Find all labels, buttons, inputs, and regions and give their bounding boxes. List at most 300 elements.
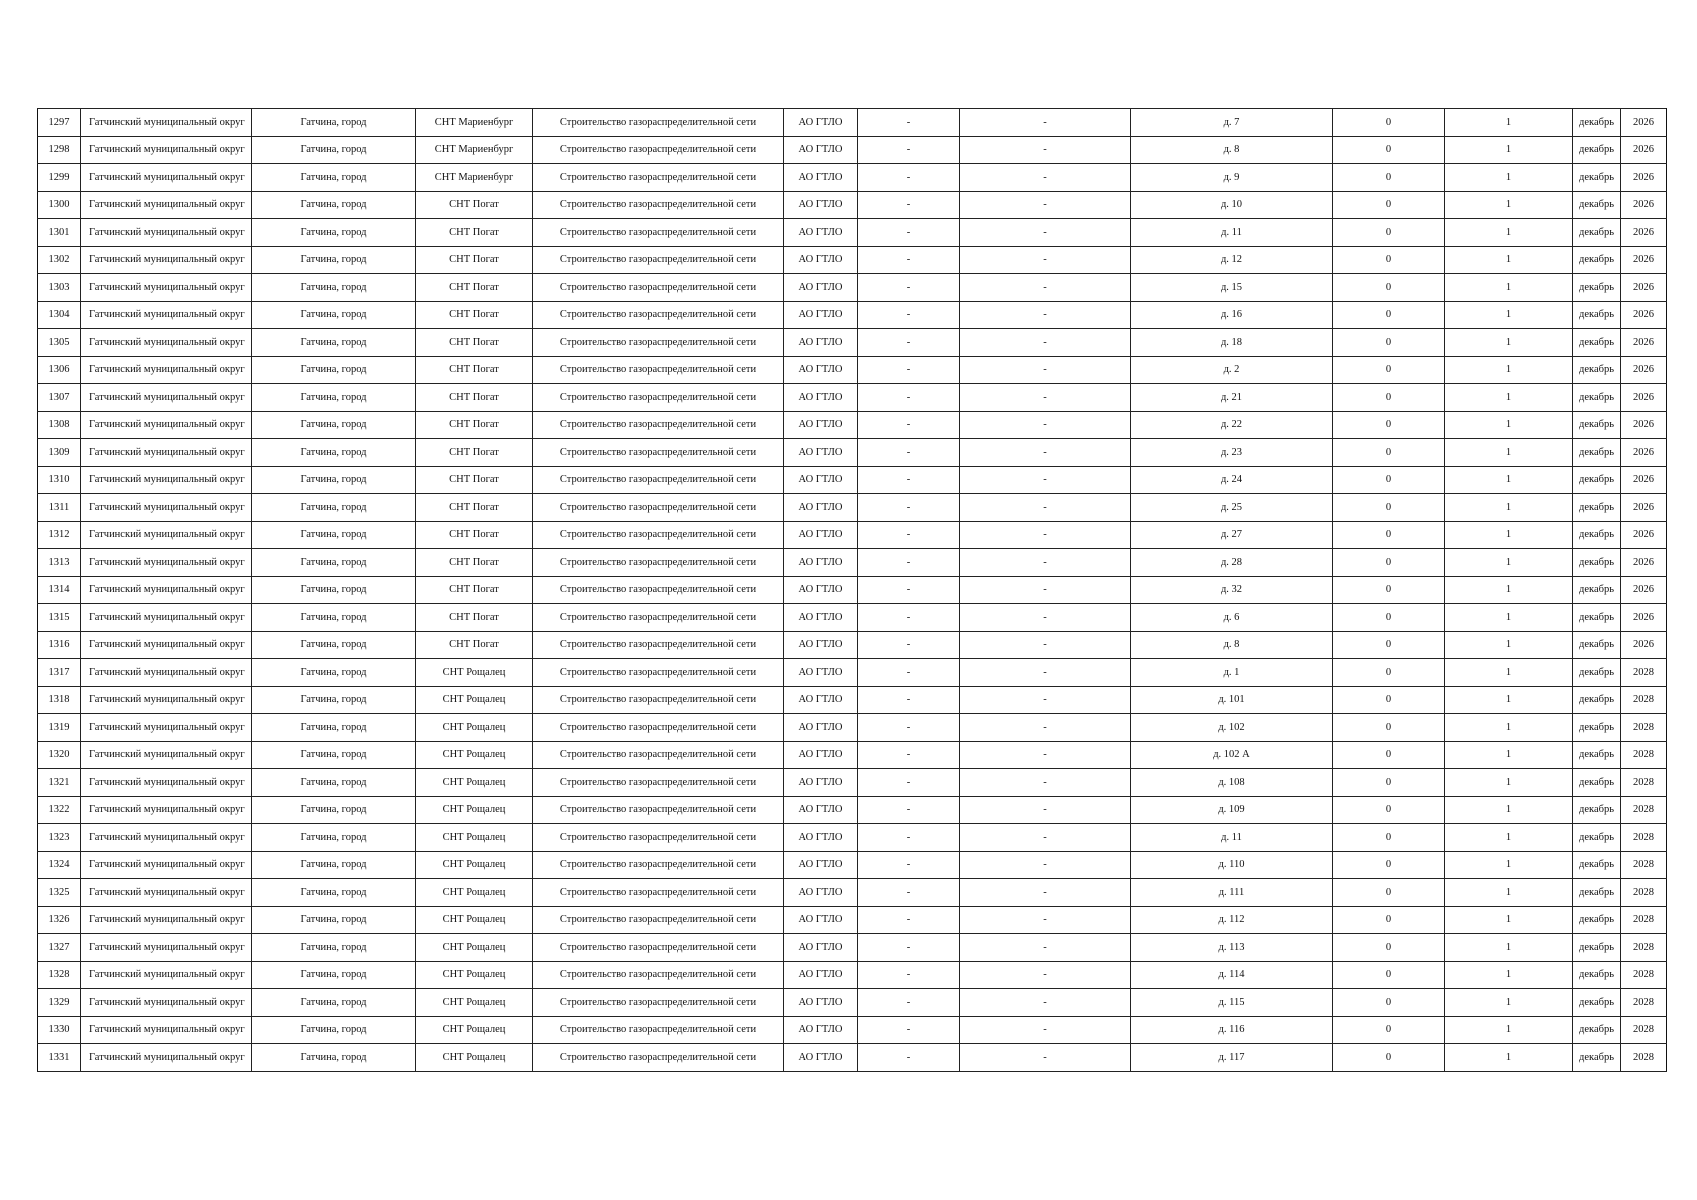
row-number-cell: 1301 xyxy=(38,219,81,247)
dash-cell-1: - xyxy=(858,1016,960,1044)
month-cell: декабрь xyxy=(1573,219,1621,247)
locality-cell: Гатчина, город xyxy=(252,164,416,192)
value-zero-cell: 0 xyxy=(1333,191,1445,219)
organization-cell: АО ГТЛО xyxy=(784,384,858,412)
dash-cell-1: - xyxy=(858,879,960,907)
organization-cell: АО ГТЛО xyxy=(784,604,858,632)
year-cell: 2028 xyxy=(1621,906,1667,934)
row-number-cell: 1298 xyxy=(38,136,81,164)
work-type-cell: Строительство газораспределительной сети xyxy=(533,659,784,687)
row-number-cell: 1311 xyxy=(38,494,81,522)
organization-cell: АО ГТЛО xyxy=(784,576,858,604)
table-row xyxy=(38,604,1667,632)
dash-cell-2: - xyxy=(960,246,1131,274)
locality-cell: Гатчина, город xyxy=(252,1016,416,1044)
row-number-cell: 1306 xyxy=(38,356,81,384)
value-one-cell: 1 xyxy=(1445,934,1573,962)
table-row xyxy=(38,521,1667,549)
district-cell: Гатчинский муниципальный округ xyxy=(81,301,252,329)
dash-cell-1: - xyxy=(858,136,960,164)
dash-cell-1: - xyxy=(858,521,960,549)
dash-cell-2: - xyxy=(960,934,1131,962)
district-cell: Гатчинский муниципальный округ xyxy=(81,906,252,934)
row-number-cell: 1320 xyxy=(38,741,81,769)
value-one-cell: 1 xyxy=(1445,384,1573,412)
organization-cell: АО ГТЛО xyxy=(784,1044,858,1072)
value-zero-cell: 0 xyxy=(1333,411,1445,439)
table-row xyxy=(38,494,1667,522)
house-cell: д. 23 xyxy=(1131,439,1333,467)
value-one-cell: 1 xyxy=(1445,439,1573,467)
settlement-cell: СНТ Погат xyxy=(416,549,533,577)
table-row xyxy=(38,329,1667,357)
dash-cell-2: - xyxy=(960,604,1131,632)
dash-cell-2: - xyxy=(960,219,1131,247)
year-cell: 2026 xyxy=(1621,356,1667,384)
month-cell: декабрь xyxy=(1573,439,1621,467)
work-type-cell: Строительство газораспределительной сети xyxy=(533,576,784,604)
year-cell: 2026 xyxy=(1621,411,1667,439)
locality-cell: Гатчина, город xyxy=(252,494,416,522)
locality-cell: Гатчина, город xyxy=(252,796,416,824)
organization-cell: АО ГТЛО xyxy=(784,274,858,302)
dash-cell-2: - xyxy=(960,411,1131,439)
value-one-cell: 1 xyxy=(1445,631,1573,659)
row-number-cell: 1314 xyxy=(38,576,81,604)
locality-cell: Гатчина, город xyxy=(252,219,416,247)
organization-cell: АО ГТЛО xyxy=(784,164,858,192)
dash-cell-2: - xyxy=(960,686,1131,714)
work-type-cell: Строительство газораспределительной сети xyxy=(533,219,784,247)
dash-cell-2: - xyxy=(960,714,1131,742)
dash-cell-1: - xyxy=(858,1044,960,1072)
district-cell: Гатчинский муниципальный округ xyxy=(81,219,252,247)
district-cell: Гатчинский муниципальный округ xyxy=(81,769,252,797)
year-cell: 2028 xyxy=(1621,741,1667,769)
value-zero-cell: 0 xyxy=(1333,796,1445,824)
district-cell: Гатчинский муниципальный округ xyxy=(81,1016,252,1044)
settlement-cell: СНТ Рощалец xyxy=(416,769,533,797)
month-cell: декабрь xyxy=(1573,934,1621,962)
organization-cell: АО ГТЛО xyxy=(784,906,858,934)
table-row xyxy=(38,934,1667,962)
work-type-cell: Строительство газораспределительной сети xyxy=(533,879,784,907)
work-type-cell: Строительство газораспределительной сети xyxy=(533,1044,784,1072)
district-cell: Гатчинский муниципальный округ xyxy=(81,439,252,467)
work-type-cell: Строительство газораспределительной сети xyxy=(533,741,784,769)
month-cell: декабрь xyxy=(1573,796,1621,824)
district-cell: Гатчинский муниципальный округ xyxy=(81,136,252,164)
organization-cell: АО ГТЛО xyxy=(784,686,858,714)
table-row xyxy=(38,109,1667,137)
organization-cell: АО ГТЛО xyxy=(784,219,858,247)
year-cell: 2028 xyxy=(1621,796,1667,824)
table-row xyxy=(38,851,1667,879)
locality-cell: Гатчина, город xyxy=(252,1044,416,1072)
house-cell: д. 24 xyxy=(1131,466,1333,494)
row-number-cell: 1321 xyxy=(38,769,81,797)
locality-cell: Гатчина, город xyxy=(252,989,416,1017)
dash-cell-2: - xyxy=(960,521,1131,549)
work-type-cell: Строительство газораспределительной сети xyxy=(533,906,784,934)
organization-cell: АО ГТЛО xyxy=(784,741,858,769)
dash-cell-1: - xyxy=(858,686,960,714)
value-one-cell: 1 xyxy=(1445,1016,1573,1044)
district-cell: Гатчинский муниципальный округ xyxy=(81,521,252,549)
dash-cell-1: - xyxy=(858,906,960,934)
table-row xyxy=(38,576,1667,604)
district-cell: Гатчинский муниципальный округ xyxy=(81,796,252,824)
year-cell: 2026 xyxy=(1621,136,1667,164)
dash-cell-2: - xyxy=(960,1044,1131,1072)
row-number-cell: 1310 xyxy=(38,466,81,494)
locality-cell: Гатчина, город xyxy=(252,466,416,494)
organization-cell: АО ГТЛО xyxy=(784,851,858,879)
work-type-cell: Строительство газораспределительной сети xyxy=(533,796,784,824)
dash-cell-1: - xyxy=(858,109,960,137)
table-row xyxy=(38,659,1667,687)
dash-cell-2: - xyxy=(960,274,1131,302)
year-cell: 2026 xyxy=(1621,164,1667,192)
organization-cell: АО ГТЛО xyxy=(784,191,858,219)
table-row xyxy=(38,796,1667,824)
month-cell: декабрь xyxy=(1573,824,1621,852)
settlement-cell: СНТ Погат xyxy=(416,356,533,384)
dash-cell-2: - xyxy=(960,631,1131,659)
work-type-cell: Строительство газораспределительной сети xyxy=(533,136,784,164)
value-one-cell: 1 xyxy=(1445,549,1573,577)
value-one-cell: 1 xyxy=(1445,879,1573,907)
settlement-cell: СНТ Погат xyxy=(416,439,533,467)
dash-cell-2: - xyxy=(960,164,1131,192)
work-type-cell: Строительство газораспределительной сети xyxy=(533,191,784,219)
dash-cell-1: - xyxy=(858,384,960,412)
value-zero-cell: 0 xyxy=(1333,274,1445,302)
value-zero-cell: 0 xyxy=(1333,631,1445,659)
district-cell: Гатчинский муниципальный округ xyxy=(81,356,252,384)
organization-cell: АО ГТЛО xyxy=(784,109,858,137)
dash-cell-1: - xyxy=(858,604,960,632)
year-cell: 2028 xyxy=(1621,934,1667,962)
work-type-cell: Строительство газораспределительной сети xyxy=(533,769,784,797)
value-zero-cell: 0 xyxy=(1333,576,1445,604)
organization-cell: АО ГТЛО xyxy=(784,631,858,659)
settlement-cell: СНТ Погат xyxy=(416,631,533,659)
row-number-cell: 1330 xyxy=(38,1016,81,1044)
dash-cell-1: - xyxy=(858,851,960,879)
locality-cell: Гатчина, город xyxy=(252,356,416,384)
settlement-cell: СНТ Рощалец xyxy=(416,686,533,714)
dash-cell-2: - xyxy=(960,439,1131,467)
dash-cell-2: - xyxy=(960,384,1131,412)
work-type-cell: Строительство газораспределительной сети xyxy=(533,631,784,659)
value-zero-cell: 0 xyxy=(1333,851,1445,879)
house-cell: д. 18 xyxy=(1131,329,1333,357)
district-cell: Гатчинский муниципальный округ xyxy=(81,686,252,714)
value-zero-cell: 0 xyxy=(1333,164,1445,192)
year-cell: 2028 xyxy=(1621,989,1667,1017)
house-cell: д. 7 xyxy=(1131,109,1333,137)
value-one-cell: 1 xyxy=(1445,219,1573,247)
month-cell: декабрь xyxy=(1573,329,1621,357)
table-row xyxy=(38,301,1667,329)
value-one-cell: 1 xyxy=(1445,521,1573,549)
table-row xyxy=(38,906,1667,934)
row-number-cell: 1325 xyxy=(38,879,81,907)
month-cell: декабрь xyxy=(1573,769,1621,797)
row-number-cell: 1318 xyxy=(38,686,81,714)
settlement-cell: СНТ Рощалец xyxy=(416,879,533,907)
value-zero-cell: 0 xyxy=(1333,246,1445,274)
row-number-cell: 1305 xyxy=(38,329,81,357)
settlement-cell: СНТ Погат xyxy=(416,191,533,219)
settlement-cell: СНТ Погат xyxy=(416,411,533,439)
settlement-cell: СНТ Погат xyxy=(416,329,533,357)
value-one-cell: 1 xyxy=(1445,796,1573,824)
table-row xyxy=(38,164,1667,192)
work-type-cell: Строительство газораспределительной сети xyxy=(533,466,784,494)
locality-cell: Гатчина, город xyxy=(252,741,416,769)
table-row xyxy=(38,191,1667,219)
dash-cell-2: - xyxy=(960,191,1131,219)
dash-cell-2: - xyxy=(960,1016,1131,1044)
settlement-cell: СНТ Рощалец xyxy=(416,714,533,742)
dash-cell-1: - xyxy=(858,549,960,577)
value-one-cell: 1 xyxy=(1445,851,1573,879)
district-cell: Гатчинский муниципальный округ xyxy=(81,989,252,1017)
value-one-cell: 1 xyxy=(1445,164,1573,192)
value-zero-cell: 0 xyxy=(1333,439,1445,467)
district-cell: Гатчинский муниципальный округ xyxy=(81,164,252,192)
row-number-cell: 1304 xyxy=(38,301,81,329)
row-number-cell: 1316 xyxy=(38,631,81,659)
work-type-cell: Строительство газораспределительной сети xyxy=(533,851,784,879)
month-cell: декабрь xyxy=(1573,136,1621,164)
year-cell: 2028 xyxy=(1621,879,1667,907)
value-one-cell: 1 xyxy=(1445,576,1573,604)
organization-cell: АО ГТЛО xyxy=(784,521,858,549)
settlement-cell: СНТ Погат xyxy=(416,274,533,302)
settlement-cell: СНТ Мариенбург xyxy=(416,109,533,137)
organization-cell: АО ГТЛО xyxy=(784,796,858,824)
dash-cell-1: - xyxy=(858,961,960,989)
year-cell: 2026 xyxy=(1621,494,1667,522)
row-number-cell: 1324 xyxy=(38,851,81,879)
dash-cell-1: - xyxy=(858,219,960,247)
year-cell: 2026 xyxy=(1621,274,1667,302)
year-cell: 2028 xyxy=(1621,1016,1667,1044)
organization-cell: АО ГТЛО xyxy=(784,769,858,797)
value-one-cell: 1 xyxy=(1445,659,1573,687)
month-cell: декабрь xyxy=(1573,356,1621,384)
year-cell: 2028 xyxy=(1621,1044,1667,1072)
row-number-cell: 1312 xyxy=(38,521,81,549)
house-cell: д. 8 xyxy=(1131,631,1333,659)
house-cell: д. 21 xyxy=(1131,384,1333,412)
work-type-cell: Строительство газораспределительной сети xyxy=(533,989,784,1017)
organization-cell: АО ГТЛО xyxy=(784,961,858,989)
district-cell: Гатчинский муниципальный округ xyxy=(81,1044,252,1072)
dash-cell-2: - xyxy=(960,741,1131,769)
dash-cell-2: - xyxy=(960,989,1131,1017)
dash-cell-2: - xyxy=(960,466,1131,494)
table-row xyxy=(38,879,1667,907)
dash-cell-2: - xyxy=(960,549,1131,577)
locality-cell: Гатчина, город xyxy=(252,961,416,989)
year-cell: 2028 xyxy=(1621,824,1667,852)
work-type-cell: Строительство газораспределительной сети xyxy=(533,301,784,329)
value-zero-cell: 0 xyxy=(1333,136,1445,164)
dash-cell-1: - xyxy=(858,741,960,769)
month-cell: декабрь xyxy=(1573,576,1621,604)
settlement-cell: СНТ Рощалец xyxy=(416,989,533,1017)
settlement-cell: СНТ Рощалец xyxy=(416,659,533,687)
year-cell: 2026 xyxy=(1621,549,1667,577)
work-type-cell: Строительство газораспределительной сети xyxy=(533,521,784,549)
work-type-cell: Строительство газораспределительной сети xyxy=(533,411,784,439)
row-number-cell: 1309 xyxy=(38,439,81,467)
dash-cell-1: - xyxy=(858,989,960,1017)
value-one-cell: 1 xyxy=(1445,109,1573,137)
year-cell: 2026 xyxy=(1621,219,1667,247)
dash-cell-2: - xyxy=(960,879,1131,907)
year-cell: 2028 xyxy=(1621,769,1667,797)
year-cell: 2028 xyxy=(1621,961,1667,989)
dash-cell-1: - xyxy=(858,164,960,192)
dash-cell-2: - xyxy=(960,851,1131,879)
locality-cell: Гатчина, город xyxy=(252,769,416,797)
value-zero-cell: 0 xyxy=(1333,879,1445,907)
organization-cell: АО ГТЛО xyxy=(784,659,858,687)
district-cell: Гатчинский муниципальный округ xyxy=(81,191,252,219)
month-cell: декабрь xyxy=(1573,879,1621,907)
settlement-cell: СНТ Рощалец xyxy=(416,796,533,824)
district-cell: Гатчинский муниципальный округ xyxy=(81,741,252,769)
house-cell: д. 102 xyxy=(1131,714,1333,742)
row-number-cell: 1323 xyxy=(38,824,81,852)
month-cell: декабрь xyxy=(1573,906,1621,934)
value-zero-cell: 0 xyxy=(1333,604,1445,632)
value-one-cell: 1 xyxy=(1445,356,1573,384)
locality-cell: Гатчина, город xyxy=(252,879,416,907)
dash-cell-1: - xyxy=(858,494,960,522)
settlement-cell: СНТ Погат xyxy=(416,219,533,247)
year-cell: 2026 xyxy=(1621,604,1667,632)
settlement-cell: СНТ Рощалец xyxy=(416,851,533,879)
locality-cell: Гатчина, город xyxy=(252,934,416,962)
dash-cell-2: - xyxy=(960,136,1131,164)
row-number-cell: 1327 xyxy=(38,934,81,962)
row-number-cell: 1297 xyxy=(38,109,81,137)
value-zero-cell: 0 xyxy=(1333,934,1445,962)
settlement-cell: СНТ Рощалец xyxy=(416,906,533,934)
year-cell: 2026 xyxy=(1621,439,1667,467)
value-one-cell: 1 xyxy=(1445,989,1573,1017)
year-cell: 2028 xyxy=(1621,686,1667,714)
settlement-cell: СНТ Рощалец xyxy=(416,934,533,962)
house-cell: д. 16 xyxy=(1131,301,1333,329)
locality-cell: Гатчина, город xyxy=(252,824,416,852)
locality-cell: Гатчина, город xyxy=(252,714,416,742)
dash-cell-2: - xyxy=(960,109,1131,137)
district-cell: Гатчинский муниципальный округ xyxy=(81,576,252,604)
table-row xyxy=(38,466,1667,494)
year-cell: 2026 xyxy=(1621,384,1667,412)
year-cell: 2028 xyxy=(1621,851,1667,879)
dash-cell-1: - xyxy=(858,439,960,467)
row-number-cell: 1300 xyxy=(38,191,81,219)
house-cell: д. 101 xyxy=(1131,686,1333,714)
house-cell: д. 8 xyxy=(1131,136,1333,164)
settlement-cell: СНТ Погат xyxy=(416,576,533,604)
table-row xyxy=(38,714,1667,742)
locality-cell: Гатчина, город xyxy=(252,604,416,632)
house-cell: д. 15 xyxy=(1131,274,1333,302)
month-cell: декабрь xyxy=(1573,989,1621,1017)
row-number-cell: 1302 xyxy=(38,246,81,274)
month-cell: декабрь xyxy=(1573,246,1621,274)
house-cell: д. 10 xyxy=(1131,191,1333,219)
settlement-cell: СНТ Погат xyxy=(416,494,533,522)
year-cell: 2026 xyxy=(1621,521,1667,549)
house-cell: д. 109 xyxy=(1131,796,1333,824)
district-cell: Гатчинский муниципальный округ xyxy=(81,109,252,137)
row-number-cell: 1308 xyxy=(38,411,81,439)
value-one-cell: 1 xyxy=(1445,769,1573,797)
table-row xyxy=(38,824,1667,852)
district-cell: Гатчинский муниципальный округ xyxy=(81,246,252,274)
month-cell: декабрь xyxy=(1573,851,1621,879)
value-zero-cell: 0 xyxy=(1333,961,1445,989)
work-type-cell: Строительство газораспределительной сети xyxy=(533,714,784,742)
house-cell: д. 108 xyxy=(1131,769,1333,797)
house-cell: д. 115 xyxy=(1131,989,1333,1017)
work-type-cell: Строительство газораспределительной сети xyxy=(533,164,784,192)
dash-cell-2: - xyxy=(960,576,1131,604)
value-one-cell: 1 xyxy=(1445,301,1573,329)
dash-cell-1: - xyxy=(858,714,960,742)
row-number-cell: 1313 xyxy=(38,549,81,577)
locality-cell: Гатчина, город xyxy=(252,521,416,549)
table-row xyxy=(38,219,1667,247)
district-cell: Гатчинский муниципальный округ xyxy=(81,466,252,494)
work-type-cell: Строительство газораспределительной сети xyxy=(533,824,784,852)
house-cell: д. 6 xyxy=(1131,604,1333,632)
house-cell: д. 102 А xyxy=(1131,741,1333,769)
settlement-cell: СНТ Мариенбург xyxy=(416,136,533,164)
value-zero-cell: 0 xyxy=(1333,219,1445,247)
month-cell: декабрь xyxy=(1573,549,1621,577)
dash-cell-2: - xyxy=(960,301,1131,329)
table-body xyxy=(38,109,1667,1072)
dash-cell-2: - xyxy=(960,659,1131,687)
locality-cell: Гатчина, город xyxy=(252,109,416,137)
settlement-cell: СНТ Погат xyxy=(416,521,533,549)
locality-cell: Гатчина, город xyxy=(252,411,416,439)
house-cell: д. 25 xyxy=(1131,494,1333,522)
work-type-cell: Строительство газораспределительной сети xyxy=(533,356,784,384)
work-type-cell: Строительство газораспределительной сети xyxy=(533,549,784,577)
house-cell: д. 11 xyxy=(1131,824,1333,852)
dash-cell-1: - xyxy=(858,796,960,824)
district-cell: Гатчинский муниципальный округ xyxy=(81,961,252,989)
year-cell: 2026 xyxy=(1621,191,1667,219)
table-row xyxy=(38,274,1667,302)
locality-cell: Гатчина, город xyxy=(252,906,416,934)
settlement-cell: СНТ Рощалец xyxy=(416,1016,533,1044)
row-number-cell: 1303 xyxy=(38,274,81,302)
dash-cell-2: - xyxy=(960,906,1131,934)
